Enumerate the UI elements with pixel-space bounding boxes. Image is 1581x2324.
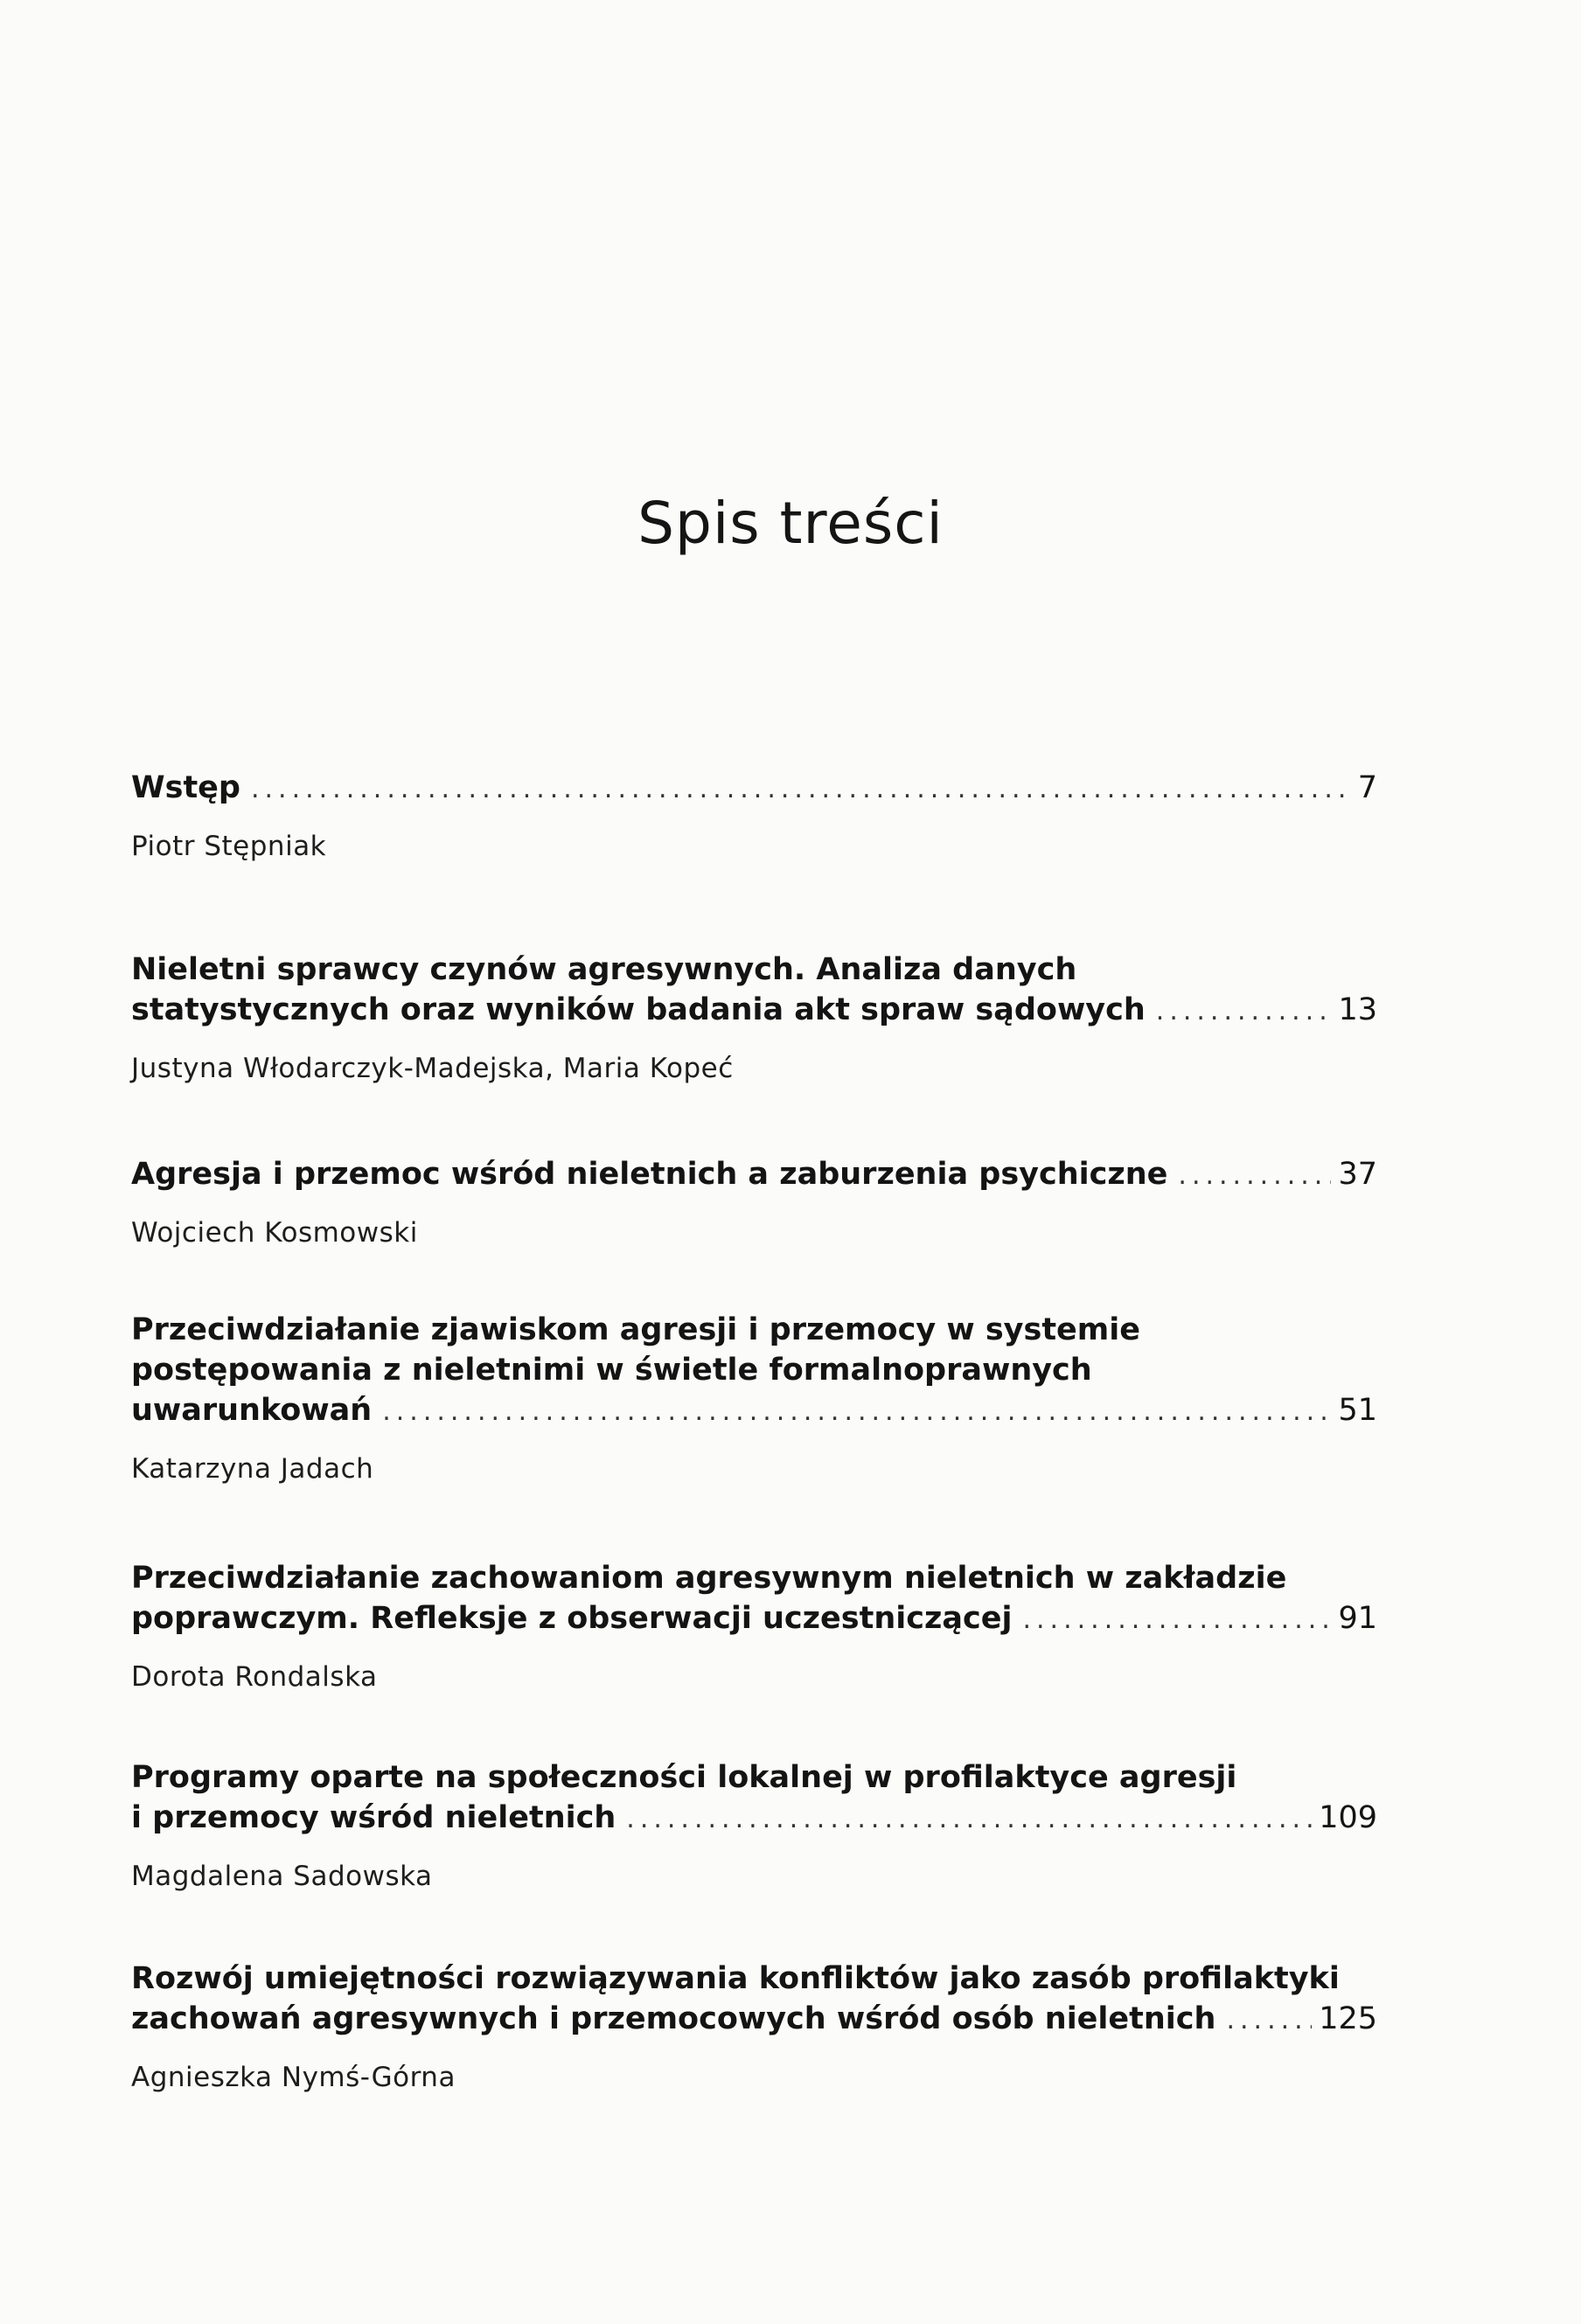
toc-entry-title[interactable] [131, 1757, 1377, 1840]
toc-entry-author: Magdalena Sadowska [131, 1861, 433, 1892]
toc-entry-title[interactable] [131, 1154, 1377, 1196]
toc-entry [131, 1310, 1377, 1486]
toc-entry-title-text: uwarunkowań [131, 1393, 373, 1428]
toc-entry-title-text: zachowań agresywnych i przemocowych wśród osób nieletnich [131, 2001, 1216, 2036]
dot-leader [1156, 992, 1332, 1032]
page-title: Spis treści [637, 490, 944, 557]
toc-entry-author: Dorota Rondalska [131, 1661, 378, 1693]
toc-entry-line [131, 1558, 1377, 1598]
toc-entry-line [131, 1390, 1377, 1432]
toc-entry [131, 1558, 1377, 1694]
toc-entry-title-text: Przeciwdziałanie zjawiskom agresji i przemocy w systemie [131, 1312, 1140, 1347]
dot-leader [626, 1799, 1312, 1840]
toc-entry-title-text: Rozwój umiejętności rozwiązywania konfliktów jako zasób profilaktyki [131, 1961, 1340, 1996]
toc-page-number: 91 [1338, 1601, 1377, 1636]
toc-entry-line [131, 1757, 1377, 1798]
toc-entry [131, 950, 1377, 1086]
toc-entry-author: Wojciech Kosmowski [131, 1217, 418, 1249]
toc-entry-title-text: statystycznych oraz wyników badania akt spraw sądowych [131, 992, 1146, 1027]
toc-entry [131, 1154, 1377, 1250]
toc-entry [131, 1959, 1377, 2095]
toc-entry-line [131, 1310, 1377, 1350]
dot-leader [1226, 2000, 1312, 2041]
toc-page-number: 37 [1338, 1157, 1377, 1192]
dot-leader [382, 1392, 1331, 1432]
toc-page-number: 51 [1338, 1393, 1377, 1428]
toc-entry-author: Agnieszka Nymś-Górna [131, 2062, 456, 2093]
toc-entry-author: Piotr Stępniak [131, 831, 327, 862]
toc-entry [131, 768, 1377, 864]
toc-entry-line [131, 950, 1377, 990]
dot-leader [1178, 1156, 1331, 1196]
toc-entry-author: Justyna Włodarczyk-Madejska, Maria Kopeć [131, 1053, 734, 1084]
dot-leader [1022, 1600, 1331, 1640]
toc-entry-title[interactable] [131, 1558, 1377, 1640]
toc-entry [131, 1757, 1377, 1894]
toc-entry-line [131, 1798, 1377, 1840]
toc-entry-line [131, 990, 1377, 1032]
toc-entry-title-text: Przeciwdziałanie zachowaniom agresywnym nieletnich w zakładzie [131, 1561, 1287, 1596]
toc-entry-title-text: Wstęp [131, 770, 240, 805]
toc-entry-author: Katarzyna Jadach [131, 1453, 374, 1485]
toc-entry-title-text: i przemocy wśród nieletnich [131, 1800, 616, 1835]
toc-entry-title[interactable] [131, 950, 1377, 1032]
toc-entry-line [131, 1154, 1377, 1196]
toc-entry-title[interactable] [131, 1310, 1377, 1432]
toc-page-number: 7 [1357, 770, 1377, 805]
toc-page-number: 109 [1319, 1800, 1377, 1835]
toc-entry-line [131, 1350, 1377, 1390]
toc-page-number: 13 [1338, 992, 1377, 1027]
toc-entry-line [131, 768, 1377, 810]
toc-entry-title-text: Nieletni sprawcy czynów agresywnych. Analiza danych [131, 952, 1077, 987]
toc-entry-title-text: Agresja i przemoc wśród nieletnich a zaburzenia psychiczne [131, 1157, 1168, 1192]
toc-entry-title-text: Programy oparte na społeczności lokalnej w profilaktyce agresji [131, 1760, 1237, 1795]
toc-page-number: 125 [1319, 2001, 1377, 2036]
toc-entry-line [131, 1999, 1377, 2041]
toc-entry-title[interactable] [131, 1959, 1377, 2041]
toc-entry-line [131, 1959, 1377, 1999]
toc-entry-title-text: poprawczym. Refleksje z obserwacji uczestniczącej [131, 1601, 1013, 1636]
toc-entry-title[interactable] [131, 768, 1377, 810]
toc-entry-line [131, 1598, 1377, 1640]
toc-entry-title-text: postępowania z nieletnimi w świetle formalnoprawnych [131, 1353, 1092, 1388]
dot-leader [251, 769, 1351, 810]
